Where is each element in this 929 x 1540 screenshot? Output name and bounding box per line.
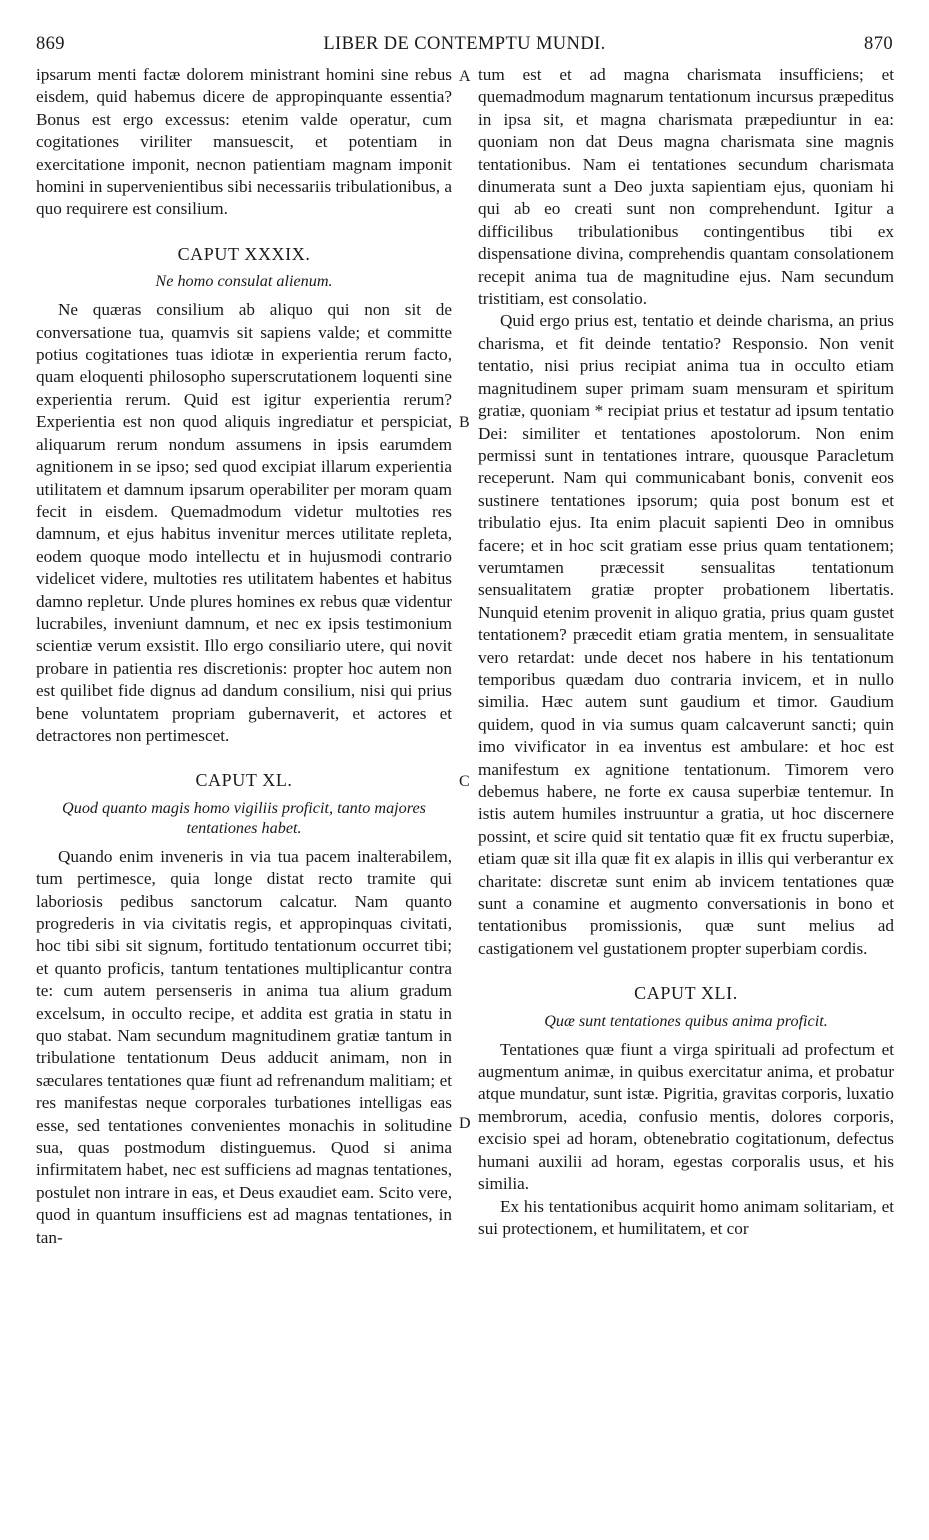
running-header <box>36 34 893 60</box>
question-paragraph: Quid ergo prius est, tentatio et deinde charisma, an prius charisma, et fit deinde tentatio? Responsio. Non venit tentatio, nisi prius recipiat anima tua in occulto etiam magnitudinem super primam suam mensuram et spiritum gratiæ, quoniam * recipiat prius et testatur ad ipsum tentatio Dei: similiter et tentationes apostolorum. Non enim permissi sunt in tentationes intrare, quousque Paracletum receperunt. Nam qui communicabant bonis, convenit eos sustinere tentationes ipsorum; quia post bonum est et tribulatio ejus. Ita enim placuit sapienti Deo in omnibus facere; et in hoc scit gratiam esse prius quam tentationem; verumtamen præcessit sensualitas tentationum sensualitatem gratiæ propter probationem libertatis. Nunquid etenim provenit in aliquo gratia, prius quam gustet tentationem? præcedit etiam gratia mentem, in sensualitate vero retardat: unde decet nos habere in his tentationum temporibus quædam duo contraria invicem, et in nullo similia. Hæc autem sunt gaudium et timor. Gaudium quidem, quod in via sumus quam calcaverunt sancti; quin imo vivificator in ea inventus est ambulare: et hoc est manifestum ex agnitione tentationum. Timorem vero debemus habere, ne forte ex causa superbiæ tentemur. In istis autem humiles instruuntur a gratia, ut hoc discernere possint, et scire quid sit tentatio quæ fit ex fructu superbiæ, etiam quæ sit illa quæ fit ex alapis in illis qui verberantur ex charitate: discretæ sunt enim ab invicem tentationes quæ sunt a conamine et augmento conversationis in bono et tentationibus promissionis, quæ sunt melius ad castigationem vel gustationem propter superbiam cordis. <box>478 311 894 958</box>
intro-paragraph: ipsarum menti factæ dolorem ministrant homini sine rebus eisdem, quid habemus dicere de appropinquante essentia? Bonus est ergo excessus: etenim valde operatur, cum cogitationes viriliter mansuescit, et potentiam in exercitatione imponit, necnon patientiam magnam imponit homini in supervenientibus sibi necessariis tribulationibus, a quo requirere est consilium. <box>36 65 452 219</box>
page-number-left: 869 <box>36 34 65 54</box>
margin-letter-d: D <box>459 1115 471 1132</box>
chapter-40-heading: CAPUT XL. <box>195 770 293 791</box>
chapter-41-heading: CAPUT XLI. <box>634 983 738 1004</box>
chapter-39-heading: CAPUT XXXIX. <box>177 243 311 264</box>
chapter-40-text: Quando enim inveneris in via tua pacem inalterabilem, tum pertimesce, quia longe distat recto tramite qui laboriosis pedibus sanctorum calcatur. Nam quanto progrederis in via civitatis regis, et appropinquas civitati, hoc tibi sibi sit signum, fortitudo tentationum occurret tibi; et quanto proficis, tantum tentationes multiplicantur contra te: cum autem persenseris in anima tua alium gradum excelsum, in occulto recipe, et addita est gratia in statu in quo stabat. Nam secundum magnitudinem gratiæ tantum in tribulatione tentationum Deus adducit animam, non in sæculares tentationes quæ fiunt ad refrenandum malitiam; et res manifestas neque corporales turbationes intelligas eas esse, sed tentationes convenientes monachis in solitudine sua, quas postmodum distinguemus. Quod si anima infirmitatem habet, nec est sufficiens ad magnas tentationes, postulet non intrare in eas, et Deus exaudiet eam. Scito vere, quod in quantum insufficiens est ad magnas tentationes, in tan- <box>36 846 452 1247</box>
continuation-paragraph: tum est et ad magna charismata insufficiens; et quemadmodum magnarum tentationum incursus præpeditus in ipsa sit, et magna charismata præpediuntur in ea: quoniam non dat Deus magna charismata sine magnis tentationibus. Nam ei tentationes secundum charismata dinumerata sunt a Deo juxta sapientiam ejus, quoniam hi qui ab eo creati sunt non comprehendunt. Igitur a difficilibus tribulationibus contingentibus tibi ex dispensatione divina, comprehendis quantam consolationem recepit anima tua de magnitudine ejus. Nam secundum tristitiam, est consolatio. <box>478 65 894 309</box>
margin-letter-a: A <box>459 68 471 85</box>
margin-letter-c: C <box>459 773 470 790</box>
chapter-41-text-1: Tentationes quæ fiunt a virga spirituali ad profectum et augmentum animæ, in quibus exercitatur anima, et probatur atque mundatur, sunt istæ. Pigritia, gravitas corporis, luxatio membrorum, acedia, confusio mentis, dolores corporis, excisio spei ad horam, obtenebratio cogitationum, defectus humani auxilii ad horam, egestas corporalis usus, et his similia. <box>478 1039 894 1194</box>
chapter-40-subtitle: Quod quanto magis homo vigiliis proficit, tanto majores tentationes habet. <box>62 798 426 837</box>
right-column <box>478 64 894 1240</box>
margin-letter-b: B <box>459 414 470 431</box>
chapter-41-subtitle: Quæ sunt tentationes quibus anima proficit. <box>544 1011 828 1030</box>
chapter-41-text-2: Ex his tentationibus acquirit homo animam solitariam, et sui protectionem, et humilitatem, et cor <box>478 1196 894 1238</box>
page-number-right: 870 <box>864 34 893 54</box>
left-column <box>36 64 452 1249</box>
running-title: LIBER DE CONTEMPTU MUNDI. <box>323 34 606 54</box>
chapter-39-subtitle: Ne homo consulat alienum. <box>155 272 333 291</box>
chapter-39-text: Ne quæras consilium ab aliquo qui non sit de conversatione tua, quamvis sit sapiens valde; et committe potius cogitationes tuas idiotæ in experientia rerum facto, quam eloquenti philosopho superscrutationem loquenti sine experientia rerum. Quid est igitur experientia rerum? Experientia est non quod aliquis ingrediatur et perspiciat, aliquarum rerum nondum assumens in ipsis earumdem agnitionem in se ipso; sed quod excipiat illarum experientia utilitatem et damnum ipsarum operabiliter per moram quam fecit in eisdem. Quemadmodum videtur multoties res damnum, et ejus habitus invenitur merces utilitate repleta, eodem quoque modo intellectu et in hujusmodi contrario videlicet videre, multoties res utilitatem habentes et habitus damno repletur. Unde plures homines ex rebus quæ videntur lucrabiles, inveniunt damnum, et nec ex ipsis testimonium scientiæ verum exsistit. Illo ergo consiliario utere, qui novit probare in patientia res discretionis: propter hoc autem non est quilibet fide dignus ad dandum consilium, nisi qui prius bene voluntatem propriam gubernaverit, et actores et detractores non pertimescet. <box>36 300 452 745</box>
